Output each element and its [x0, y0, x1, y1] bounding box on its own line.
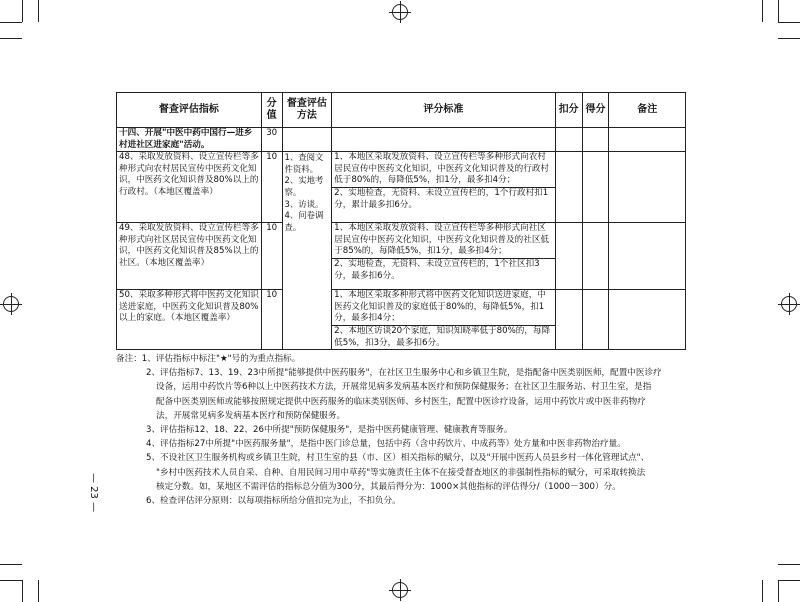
table-row	[117, 223, 686, 290]
note-2-line: 法，开展常见病多发病基本医疗和预防保健服务。	[156, 410, 346, 421]
remarks-cell	[609, 290, 686, 350]
crop-mark	[0, 564, 22, 565]
empty-cell	[582, 128, 609, 152]
registration-mark-right	[781, 296, 797, 312]
criteria-item: 2、实地检查，无资料、未设立宣传栏的，1个行政村扣1分，累计最多扣6分。	[334, 187, 549, 210]
table-row	[117, 152, 686, 223]
section-score: 30	[261, 128, 282, 152]
obtained-cell	[582, 223, 609, 290]
deduct-cell	[555, 152, 582, 223]
note-5-line: 5、不设社区卫生服务机构或乡镇卫生院，村卫生室的县（市、区）相关指标的赋分，以及"开展中医药人员县乡村一体化管理试点"、	[146, 453, 650, 464]
criteria-item: 1、本地区采取发放资料、设立宣传栏等多种形式向社区居民宣传中医药文化知识，中医药文化知识普及的社区低于85%的，每降低5%，扣1分，最多扣4分；	[332, 223, 554, 259]
header-criteria: 评分标准	[332, 93, 555, 128]
crop-mark	[0, 580, 22, 581]
remarks-cell	[609, 152, 686, 223]
note-2-line: 配备中医类别医师或能够按照规定提供中医药服务的临床类别医师、乡村医生，配置中医诊疗设备，运用中药饮片或中医非药物疗	[156, 396, 646, 407]
empty-cell	[609, 128, 686, 152]
crop-mark	[762, 0, 763, 22]
crop-mark	[778, 22, 800, 23]
note-6: 6、检查评估评分原则：以每项指标所给分值扣完为止，不扣负分。	[146, 496, 401, 507]
crop-mark	[778, 38, 800, 39]
criteria-item: 1、本地区采取多种形式将中医药文化知识送进家庭，中医药文化知识普及的家庭低于80%的，每降低5%，扣1分，最多扣4分；	[332, 290, 554, 326]
page-number: — 23 —	[88, 473, 99, 513]
registration-mark-top	[392, 4, 408, 20]
crop-mark	[0, 22, 22, 23]
header-method: 督查评估方法	[282, 93, 332, 128]
criteria-cell	[332, 223, 555, 290]
score-cell: 10	[261, 290, 282, 350]
obtained-cell	[582, 152, 609, 223]
criteria-item: 2、本地区访谈20个家庭，知识知晓率低于80%的，每降低5%，扣3分，最多扣6分。	[334, 325, 551, 348]
criteria-cell	[332, 290, 555, 350]
indicator-cell: 49、采取发放资料、设立宣传栏等多种形式向社区居民宣传中医药文化知识，中医药文化知识普及85%以上的社区。（本地区覆盖率）	[117, 223, 262, 290]
criteria-item: 2、实地检查，无资料、未设立宣传栏的，1个社区扣3分，最多扣6分。	[334, 258, 540, 281]
crop-mark	[22, 0, 23, 22]
obtained-cell	[582, 290, 609, 350]
registration-mark-bottom	[392, 582, 408, 598]
header-score: 分值	[261, 93, 282, 128]
section-row	[117, 128, 686, 152]
note-1: 备注：1、评估指标中标注"★"号的为重点指标。	[116, 354, 301, 364]
crop-mark	[778, 0, 779, 22]
notes-section	[116, 352, 706, 508]
method-item: 1、查阅文件资料。	[284, 152, 324, 174]
note-2-line: 2、评估指标7、13、19、23中所提"能够提供中医药服务"，在社区卫生服务中心和乡镇卫生院，是指配备中医类别医师，配置中医诊疗	[146, 368, 662, 379]
method-item: 3、访谈。	[284, 198, 324, 209]
crop-mark	[778, 580, 779, 602]
score-cell: 10	[261, 152, 282, 223]
empty-cell	[555, 128, 582, 152]
empty-cell	[282, 128, 332, 152]
evaluation-table	[116, 92, 686, 350]
note-4: 4、评估指标27中所提"中医药服务量"，是指中医门诊总量，包括中药（含中药饮片、中成药等）处方量和中医非药物治疗量。	[146, 439, 626, 450]
remarks-cell	[609, 223, 686, 290]
criteria-item: 1、本地区采取发放资料、设立宣传栏等多种形式向农村居民宣传中医药文化知识，中医药文化知识普及的行政村低于80%的，每降低5%，扣1分，最多扣4分；	[332, 152, 554, 188]
section-title: 十四、开展"中医中药中国行—进乡村进社区进家庭"活动。	[117, 128, 262, 152]
header-obtained: 得分	[582, 93, 609, 128]
indicator-cell: 48、采取发放资料、设立宣传栏等多种形式向农村居民宣传中医药文化知识，中医药文化知识普及80%以上的行政村。（本地区覆盖率）	[117, 152, 262, 223]
deduct-cell	[555, 290, 582, 350]
criteria-cell	[332, 152, 555, 223]
note-3: 3、评估指标12、18、22、26中所提"预防保健服务"，是指中医药健康管理、健康教育等服务。	[146, 425, 513, 436]
table-header-row	[117, 93, 686, 128]
method-cell	[282, 152, 332, 350]
crop-mark	[38, 0, 39, 22]
crop-mark	[22, 580, 23, 602]
crop-mark	[0, 38, 22, 39]
note-5-line: "乡村中医药技术人员自采、自种、自用民间习用中草药"等实施责任主体不在接受督查地区的非强制性指标的赋分，可采取转换法	[156, 467, 646, 478]
method-item: 2、实地考察。	[284, 175, 324, 197]
header-remarks: 备注	[609, 93, 686, 128]
header-indicator: 督查评估指标	[117, 93, 262, 128]
registration-mark-left	[3, 296, 19, 312]
deduct-cell	[555, 223, 582, 290]
score-cell: 10	[261, 223, 282, 290]
note-5-line: 核定分数。如，某地区不需评估的指标总分值为300分，其最后得分为：1000×其他指标的评估得分/（1000－300）分。	[156, 481, 621, 492]
crop-mark	[762, 580, 763, 602]
note-2-line: 设备，运用中药饮片等6种以上中医药技术方法，开展常见病多发病基本医疗和预防保健服务；在社区卫生服务站、村卫生室，是指	[156, 382, 652, 393]
method-item: 4、问卷调查。	[284, 210, 324, 232]
indicator-cell: 50、采取多种形式将中医药文化知识送进家庭，中医药文化知识普及80%以上的家庭。（本地区覆盖率）	[117, 290, 262, 350]
crop-mark	[38, 580, 39, 602]
table-row	[117, 290, 686, 350]
crop-mark	[778, 564, 800, 565]
empty-cell	[332, 128, 555, 152]
crop-mark	[778, 580, 800, 581]
header-deduct: 扣分	[555, 93, 582, 128]
